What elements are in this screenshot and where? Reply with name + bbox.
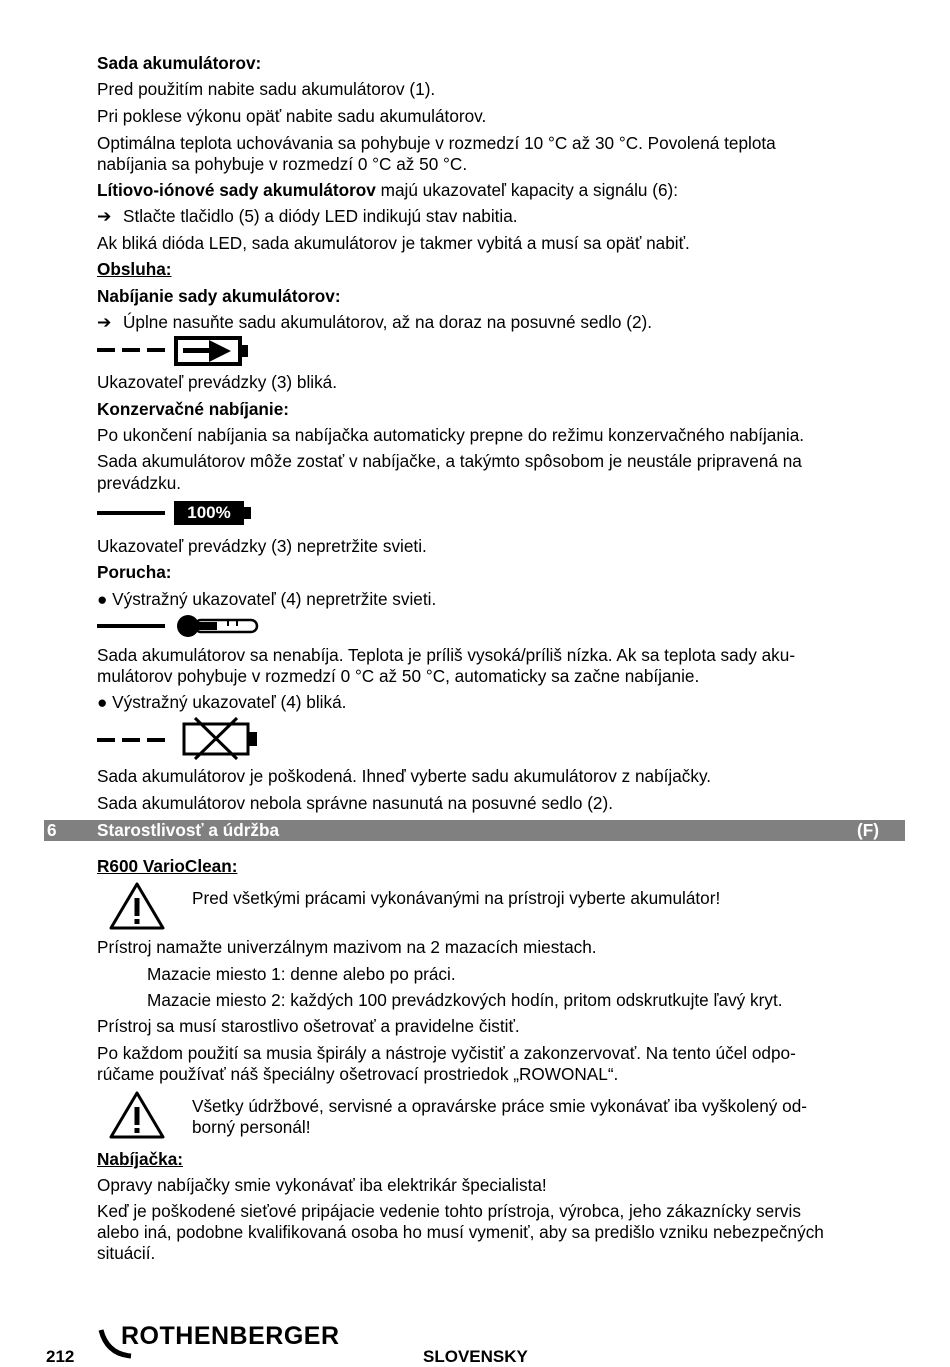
warning-text: Všetky údržbové, servisné a opravárske práce smie vykonávať iba vyškolený od- [192, 1096, 807, 1116]
paragraph-indented: Mazacie miesto 1: denne alebo po práci. [147, 964, 456, 984]
heading-charger: Nabíjačka: [97, 1149, 183, 1169]
arrow-right-icon: ➔ [97, 312, 112, 332]
paragraph: Sada akumulátorov je poškodená. Ihneď vyberte sadu akumulátorov z nabíjačky. [97, 766, 712, 786]
paragraph: Sada akumulátorov nebola správne nasunutá na posuvné sedlo (2). [97, 793, 613, 813]
page-number: 212 [46, 1347, 75, 1366]
heading-operation: Obsluha: [97, 259, 172, 279]
badge-100-percent: 100% [174, 501, 244, 525]
section-title: Starostlivosť a údržba [97, 820, 280, 840]
warning-text: Pred všetkými prácami vykonávanými na prístroji vyberte akumulátor! [192, 888, 721, 908]
paragraph: prevádzku. [97, 473, 182, 493]
warning-icon [108, 1090, 166, 1140]
paragraph: Po ukončení nabíjania sa nabíjačka automaticky prepne do režimu konzervačného nabíjania. [97, 425, 805, 445]
warning-text: borný personál! [192, 1117, 311, 1137]
paragraph: Ukazovateľ prevádzky (3) nepretržite svieti. [97, 536, 427, 556]
paragraph: Prístroj sa musí starostlivo ošetrovať a pravidelne čistiť. [97, 1016, 520, 1036]
instruction-text: Úplne nasuňte sadu akumulátorov, až na doraz na posuvné sedlo (2). [123, 312, 653, 332]
paragraph: rúčame používať náš špeciálny ošetrovací prostriedok „ROWONAL“. [97, 1064, 619, 1084]
paragraph: Ak bliká dióda LED, sada akumulátorov je takmer vybitá a musí sa opäť nabiť. [97, 233, 690, 253]
battery-full-icon [97, 501, 257, 528]
paragraph: Sada akumulátorov sa nenabíja. Teplota je príliš vysoká/príliš nízka. Ak sa teplota sady aku- [97, 645, 796, 665]
section-header [44, 820, 905, 841]
section-figure-ref: (F) [857, 820, 879, 840]
paragraph: nabíjania sa pohybuje v rozmedzí 0 °C až 50 °C. [97, 154, 468, 174]
paragraph: Keď je poškodené sieťové pripájacie vedenie tohto prístroja, výrobca, jeho zákaznícky servis [97, 1201, 801, 1221]
paragraph: Prístroj namažte univerzálnym mazivom na 2 mazacích miestach. [97, 937, 597, 957]
instruction-text: Stlačte tlačidlo (5) a diódy LED indikujú stav nabitia. [123, 206, 518, 226]
bold-term: Lítiovo-iónové sady akumulátorov [97, 180, 376, 200]
paragraph: alebo iná, podobne kvalifikovaná osoba ho musí vymeniť, aby sa predišlo vzniku nebezpečných [97, 1222, 824, 1242]
paragraph: ● Výstražný ukazovateľ (4) nepretržite svieti. [97, 589, 437, 609]
paragraph: Po každom použití sa musia špirály a nástroje vyčistiť a zakonzervovať. Na tento účel odpo- [97, 1043, 796, 1063]
heading-trickle-charging: Konzervačné nabíjanie: [97, 399, 289, 419]
heading-r600: R600 VarioClean: [97, 856, 238, 876]
heading-fault: Porucha: [97, 562, 172, 582]
paragraph [97, 180, 678, 201]
instruction-item [97, 206, 518, 227]
arrow-right-icon: ➔ [97, 206, 112, 226]
paragraph-indented: Mazacie miesto 2: každých 100 prevádzkových hodín, pritom odskrutkujte ľavý kryt. [147, 990, 783, 1010]
paragraph: mulátorov pohybuje v rozmedzí 0 °C až 50 °C, automaticky sa začne nabíjanie. [97, 666, 700, 686]
warning-icon [108, 881, 166, 931]
paragraph: Opravy nabíjačky smie vykonávať iba elektrikár špecialista! [97, 1175, 547, 1195]
paragraph: situácií. [97, 1243, 156, 1263]
paragraph: Optimálna teplota uchovávania sa pohybuje v rozmedzí 10 °C až 30 °C. Povolená teplota [97, 133, 776, 153]
battery-damaged-icon [97, 716, 267, 760]
language-label: SLOVENSKY [423, 1347, 528, 1366]
thermometer-icon [97, 613, 267, 639]
paragraph: Ukazovateľ prevádzky (3) bliká. [97, 372, 338, 392]
heading-battery-pack: Sada akumulátorov: [97, 53, 262, 73]
paragraph: Sada akumulátorov môže zostať v nabíjačke, a takýmto spôsobom je neustále pripravená na [97, 451, 802, 471]
paragraph: Pri poklese výkonu opäť nabite sadu akumulátorov. [97, 106, 487, 126]
section-number: 6 [47, 820, 57, 840]
instruction-item [97, 312, 652, 333]
paragraph-rest: majú ukazovateľ kapacity a signálu (6): [375, 180, 678, 200]
brand-name: ROTHENBERGER [121, 1322, 340, 1350]
battery-charging-icon [97, 336, 257, 368]
paragraph: ● Výstražný ukazovateľ (4) bliká. [97, 692, 347, 712]
heading-charging: Nabíjanie sady akumulátorov: [97, 286, 341, 306]
paragraph: Pred použitím nabite sadu akumulátorov (1). [97, 79, 436, 99]
